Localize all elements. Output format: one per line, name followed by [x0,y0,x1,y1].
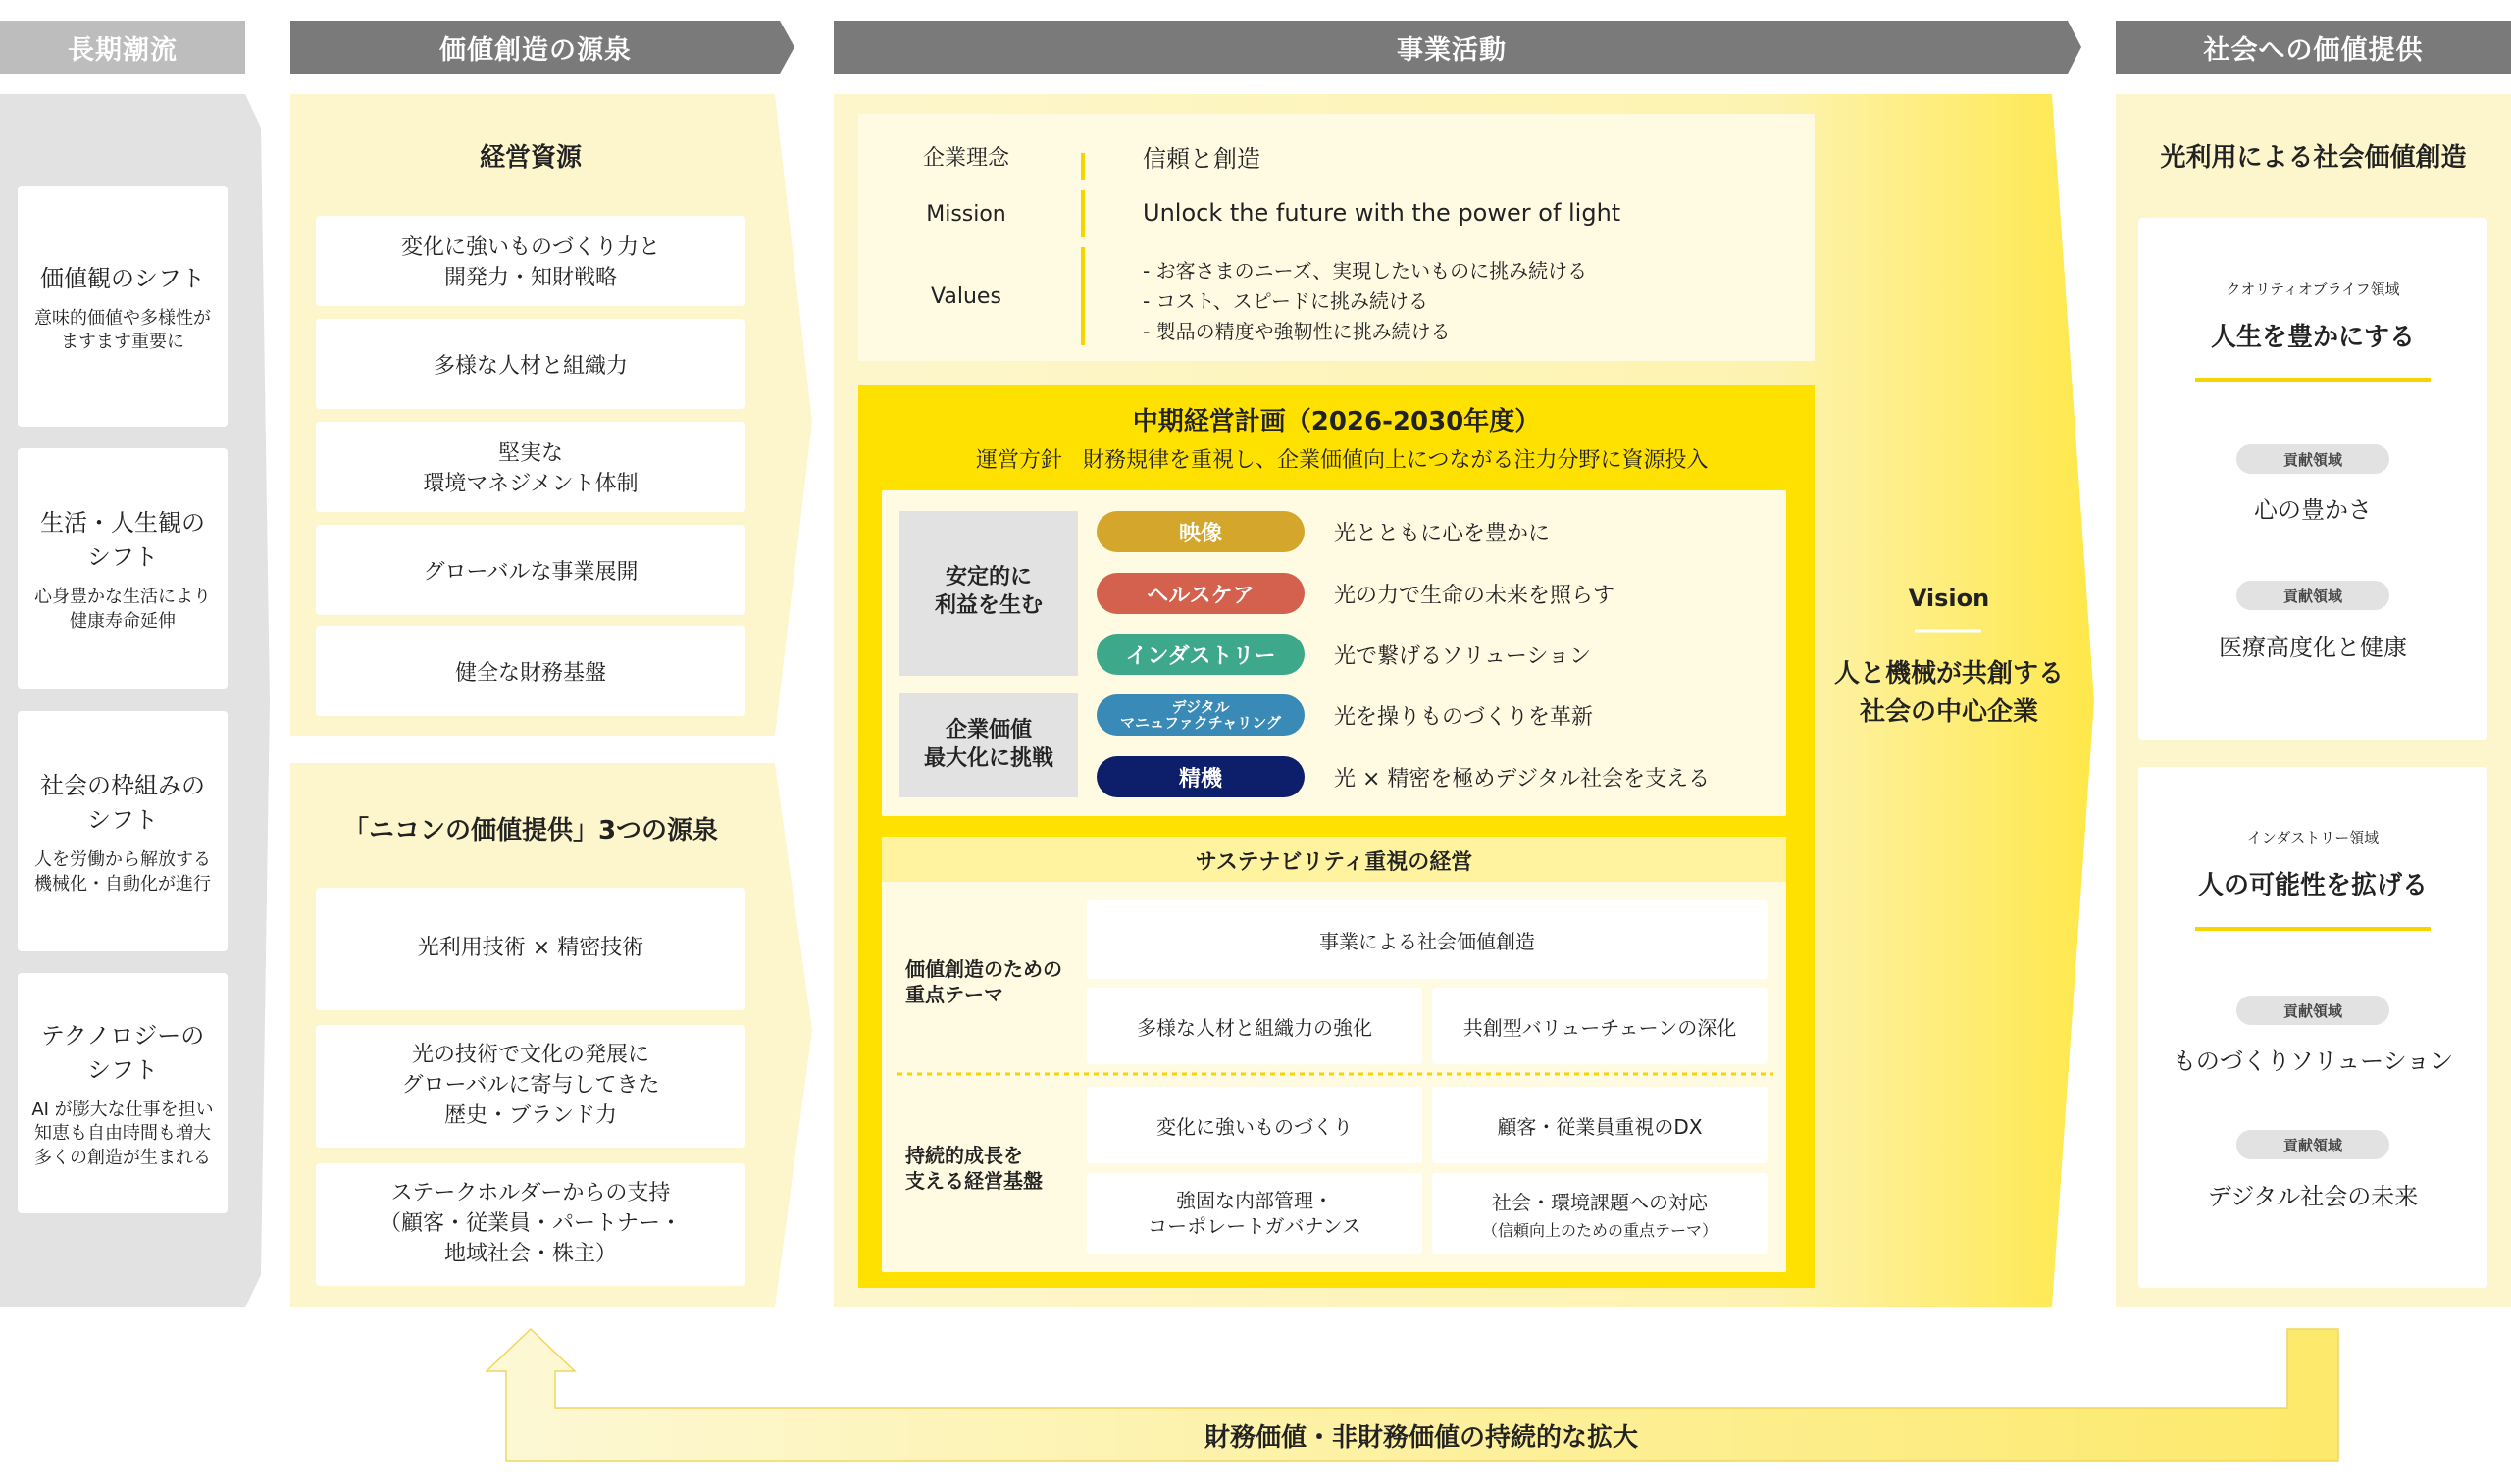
feedback-text: 財務価値・非財務価値の持続的な拡大 [1204,1423,1638,1453]
source-item: 光利用技術 × 精密技術 [316,888,745,1010]
trend-title: テクノロジーの シフト [40,1022,205,1085]
header-long-trends: 長期潮流 [68,34,178,66]
business-imaging: 映像 [1097,511,1305,552]
header-value-source: 価値創造の源泉 [439,34,632,66]
values-item: - コスト、スピードに挑み続ける [1143,289,1428,313]
social-title: 光利用による社会価値創造 [2160,143,2467,173]
trend-desc: AI が膨大な仕事を担い 知恵も自由時間も増大 多くの創造が生まれる [31,1100,214,1168]
business-digital-manufacturing-desc: 光を操りものづくりを革新 [1334,704,1594,730]
contrib-item: デジタル社会の未来 [2207,1183,2419,1210]
header-social-value: 社会への価値提供 [2203,34,2424,66]
base-governance: 強固な内部管理・ コーポレートガバナンス [1087,1173,1422,1254]
contrib-badge: 貢献領域 [2236,1130,2389,1159]
contrib-badge: 貢献領域 [2236,996,2389,1025]
theme-label: 価値創造のための 重点テーマ [905,957,1062,1006]
philosophy-label: 企業理念 [922,146,1009,171]
business-industry: インダストリー [1097,634,1305,675]
theme-value-chain: 共創型バリューチェーンの深化 [1432,988,1768,1064]
business-digital-manufacturing: デジタル マニュファクチャリング [1097,694,1305,736]
trend-desc: 人を労働から解放する 機械化・自動化が進行 [34,849,211,895]
vision-label: Vision [1908,585,1990,612]
contrib-badge: 貢献領域 [2236,581,2389,610]
trend-desc: 心身豊かな生活により 健康寿命延伸 [34,587,211,632]
trend-card-society [18,711,228,951]
group-maximize-value: 企業価値 最大化に挑戦 [923,718,1053,771]
values-item: - 製品の精度や強靭性に挑み続ける [1143,320,1451,343]
resource-item: 変化に強いものづくり力と 開発力・知財戦略 [316,216,745,306]
base-manufacturing: 変化に強いものづくり [1087,1087,1422,1163]
base-social-issues-sub: （信頼向上のための重点テーマ） [1481,1220,1717,1240]
contrib-badge: 貢献領域 [2236,444,2389,474]
values-item: - お客さまのニーズ、実現したいものに挑み続ける [1143,259,1588,282]
mission-value: Unlock the future with the power of light [1143,199,1621,227]
theme-social-value: 事業による社会価値創造 [1087,900,1768,979]
trend-card-technology [18,973,228,1213]
resource-item: グローバルな事業展開 [316,525,745,615]
resource-item: 堅実な 環境マネジメント体制 [316,422,745,512]
domain2-underline [2195,927,2431,931]
base-dx: 顧客・従業員重視のDX [1432,1087,1768,1163]
resources-title: 経営資源 [479,143,582,173]
contrib-item: ものづくりソリューション [2172,1048,2454,1075]
source-item: 光の技術で文化の発展に グローバルに寄与してきた 歴史・ブランド力 [316,1025,745,1148]
domain1-title: 人生を豊かにする [2210,323,2415,352]
plan-title: 中期経営計画（2026-2030年度） [1132,407,1541,436]
vision-text: 人と機械が共創する 社会の中心企業 [1833,659,2064,727]
sustainability-title: サステナビリティ重視の経営 [1195,850,1473,875]
business-precision: 精機 [1097,756,1305,797]
values-label: Values [931,284,1001,309]
domain2-title: 人の可能性を拡げる [2197,871,2428,900]
plan-policy-label: 運営方針 [976,448,1063,473]
group-stable-profit: 安定的に 利益を生む [934,565,1043,618]
source-item: ステークホルダーからの支持 （顧客・従業員・パートナー・ 地域社会・株主） [316,1163,745,1286]
trend-card-values [18,186,228,427]
domain1-small: クオリティオブライフ領域 [2226,281,2400,298]
sources-title: 「ニコンの価値提供」3つの源泉 [342,816,719,845]
resource-item: 多様な人材と組織力 [316,319,745,409]
base-social-issues-label: 社会・環境課題への対応 [1492,1190,1708,1214]
trend-title: 生活・人生観の シフト [40,509,205,572]
business-imaging-desc: 光とともに心を豊かに [1334,521,1551,546]
contrib-item: 心の豊かさ [2254,496,2372,524]
base-social-issues [1432,1173,1768,1254]
trend-desc: 意味的価値や多様性が ますます重要に [34,307,211,352]
business-healthcare: ヘルスケア [1097,573,1305,614]
plan-policy: 財務規律を重視し、企業価値向上につながる注力分野に資源投入 [1083,448,1709,473]
trend-card-life [18,448,228,689]
header-business: 事業活動 [1397,34,1507,66]
domain2-small: インダストリー領域 [2246,829,2380,846]
contrib-item: 医療高度化と健康 [2219,634,2407,661]
mission-label: Mission [926,202,1006,227]
business-industry-desc: 光で繋げるソリューション [1334,643,1592,669]
business-precision-desc: 光 × 精密を極めデジタル社会を支える [1334,766,1711,792]
philosophy-value: 信頼と創造 [1143,145,1260,173]
trend-title: 価値観のシフト [40,264,205,292]
resource-item: 健全な財務基盤 [316,626,745,716]
base-label: 持続的成長を 支える経営基盤 [905,1144,1043,1193]
business-healthcare-desc: 光の力で生命の未来を照らす [1334,583,1615,608]
domain1-underline [2195,378,2431,382]
theme-people: 多様な人材と組織力の強化 [1087,988,1422,1064]
trend-title: 社会の枠組みの シフト [40,772,205,835]
